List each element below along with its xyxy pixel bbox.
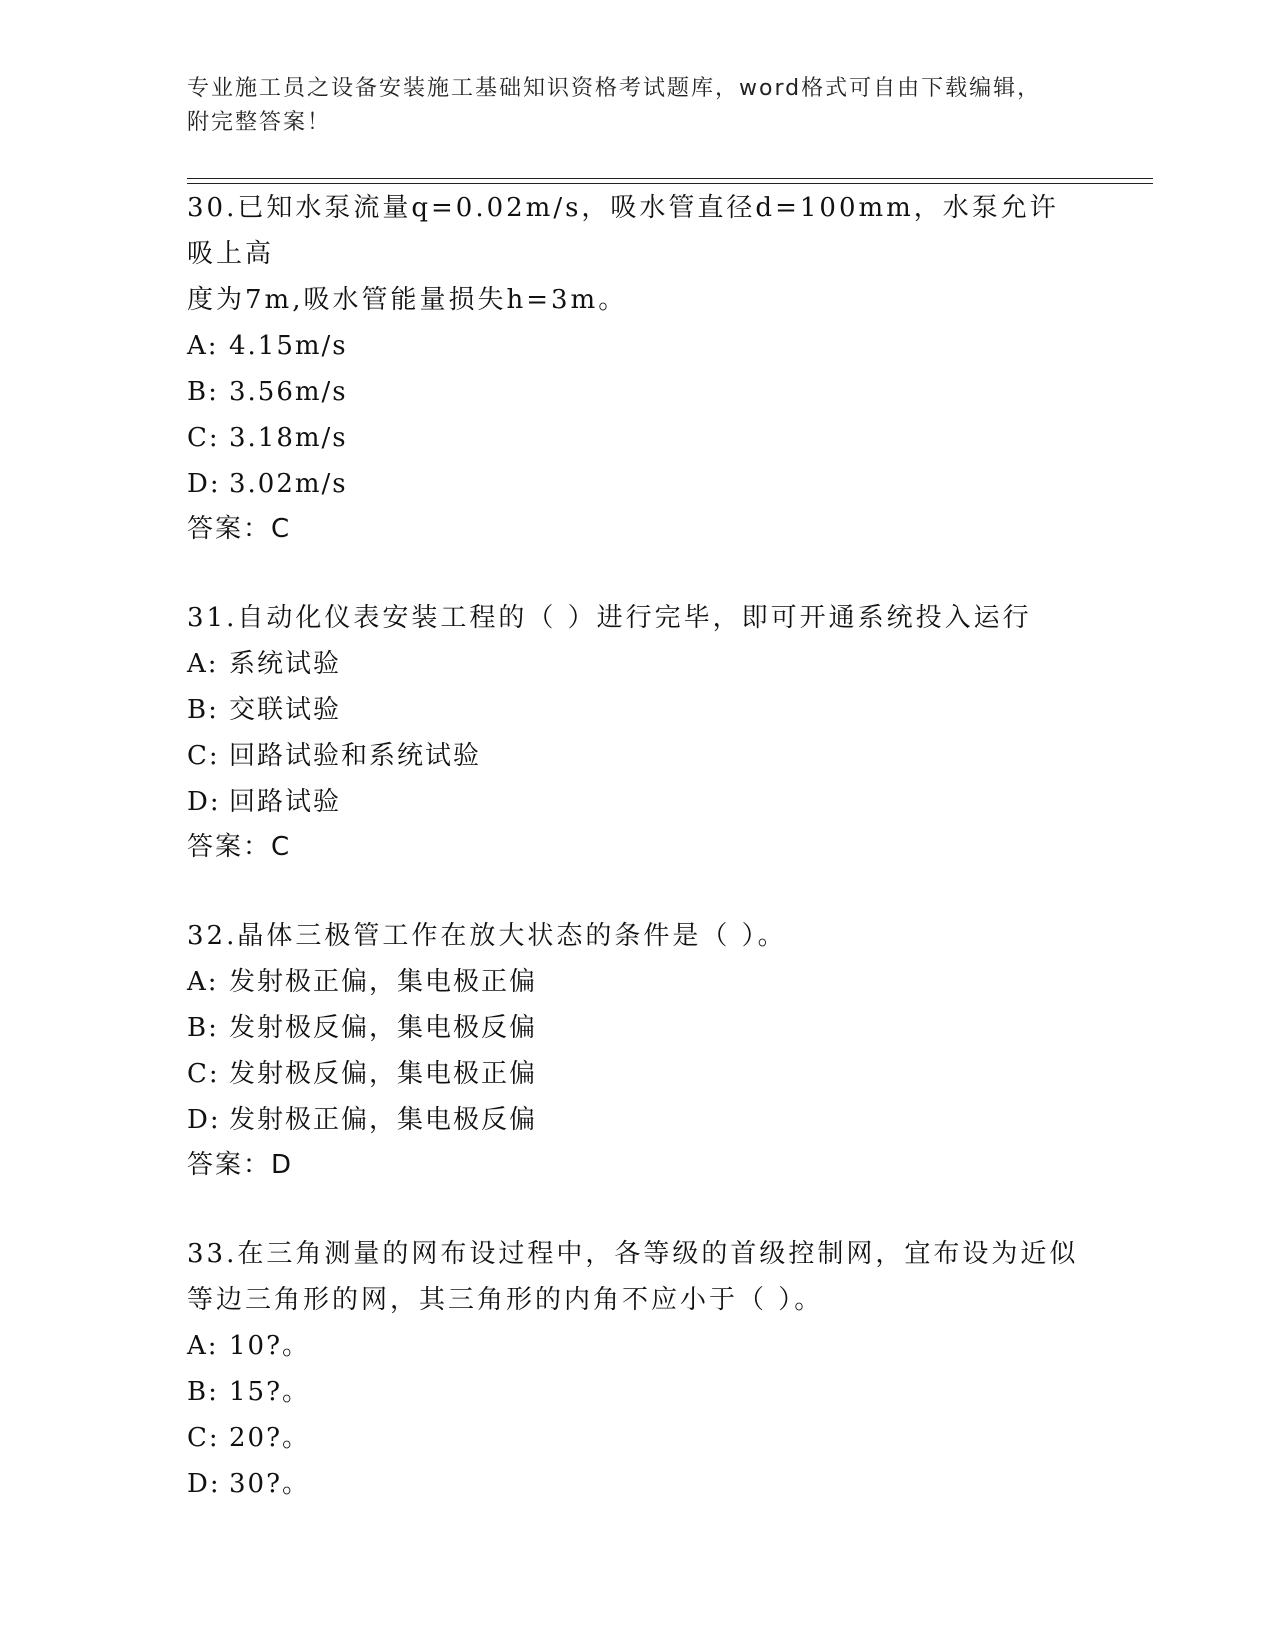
option-text: 4.15m/s — [229, 331, 348, 361]
option-letter: D: — [187, 1469, 221, 1499]
option-text: 3.02m/s — [229, 469, 348, 499]
option-text: 3.18m/s — [229, 423, 348, 453]
option-letter: B: — [187, 695, 219, 725]
option-b — [187, 1369, 1087, 1415]
option-c — [187, 733, 1087, 779]
option-text: 回路试验和系统试验 — [229, 741, 482, 771]
question-spacer — [187, 869, 1087, 913]
question-spacer — [187, 551, 1087, 595]
option-letter: A: — [187, 1331, 219, 1361]
option-letter: C: — [187, 1059, 220, 1089]
option-c — [187, 1415, 1087, 1461]
option-b — [187, 687, 1087, 733]
option-text: 交联试验 — [229, 695, 342, 725]
option-a — [187, 641, 1087, 687]
option-text: 发射极反偏，集电极正偏 — [229, 1059, 538, 1089]
option-text: 回路试验 — [229, 787, 342, 817]
option-letter: C: — [187, 423, 220, 453]
option-a — [187, 323, 1087, 369]
question-30 — [187, 185, 1087, 551]
answer-label: 答案：C — [187, 832, 292, 862]
answer-label: 答案：C — [187, 514, 292, 544]
question-list — [187, 185, 1087, 1507]
option-text: 10?。 — [229, 1331, 311, 1361]
option-d — [187, 461, 1087, 507]
question-32 — [187, 913, 1087, 1187]
option-c — [187, 415, 1087, 461]
option-text: 发射极正偏，集电极反偏 — [229, 1105, 538, 1135]
header-divider-top — [187, 178, 1153, 179]
option-letter: D: — [187, 787, 221, 817]
option-letter: A: — [187, 649, 219, 679]
option-letter: B: — [187, 1377, 219, 1407]
header-line-2: 附完整答案！ — [187, 110, 332, 135]
question-spacer — [187, 1187, 1087, 1231]
answer-label: 答案：D — [187, 1150, 294, 1180]
document-header — [187, 72, 1087, 140]
header-divider-bottom — [187, 183, 1153, 184]
option-letter: D: — [187, 1105, 221, 1135]
option-a — [187, 1323, 1087, 1369]
option-letter: B: — [187, 1013, 219, 1043]
question-stem-line: 30.已知水泵流量q=0.02m/s，吸水管直径d=100mm，水泵允许吸上高 — [187, 193, 1059, 269]
question-stem-line: 32.晶体三极管工作在放大状态的条件是（ ）。 — [187, 921, 787, 951]
option-letter: A: — [187, 967, 219, 997]
option-text: 20?。 — [229, 1423, 311, 1453]
option-text: 30?。 — [229, 1469, 311, 1499]
question-33 — [187, 1231, 1087, 1507]
header-line-1: 专业施工员之设备安装施工基础知识资格考试题库，word格式可自由下载编辑， — [187, 76, 1042, 101]
option-text: 系统试验 — [229, 649, 342, 679]
option-text: 发射极反偏，集电极反偏 — [229, 1013, 538, 1043]
question-stem-line: 等边三角形的网，其三角形的内角不应小于（ ）。 — [187, 1285, 824, 1315]
option-letter: B: — [187, 377, 219, 407]
option-d — [187, 779, 1087, 825]
option-c — [187, 1051, 1087, 1097]
option-b — [187, 369, 1087, 415]
option-letter: A: — [187, 331, 219, 361]
question-stem-line: 度为7m,吸水管能量损失h=3m。 — [187, 285, 628, 315]
option-letter: D: — [187, 469, 221, 499]
option-text: 发射极正偏，集电极正偏 — [229, 967, 538, 997]
question-stem-line: 31.自动化仪表安装工程的（ ）进行完毕，即可开通系统投入运行 — [187, 603, 1032, 633]
question-stem-line: 33.在三角测量的网布设过程中，各等级的首级控制网，宜布设为近似 — [187, 1239, 1079, 1269]
option-d — [187, 1097, 1087, 1143]
option-b — [187, 1005, 1087, 1051]
option-letter: C: — [187, 1423, 220, 1453]
option-a — [187, 959, 1087, 1005]
option-text: 15?。 — [229, 1377, 311, 1407]
option-letter: C: — [187, 741, 220, 771]
option-text: 3.56m/s — [229, 377, 348, 407]
option-d — [187, 1461, 1087, 1507]
question-31 — [187, 595, 1087, 869]
